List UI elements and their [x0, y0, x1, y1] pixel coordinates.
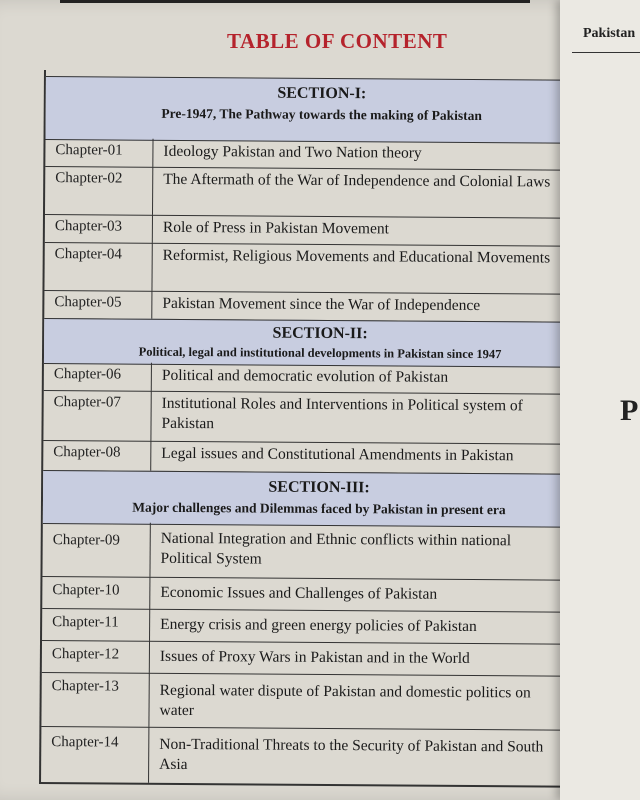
section-subtitle: Major challenges and Dilemmas faced by Pakistan in present era: [132, 499, 506, 518]
toc-row[interactable]: [41, 672, 593, 731]
section-subtitle: Political, legal and institutional developments in Pakistan since 1947: [138, 344, 502, 362]
section-header-2: [44, 318, 596, 368]
chapter-title: Role of Press in Pakistan Movement: [162, 218, 389, 238]
adjacent-page-letter: P: [620, 394, 639, 427]
chapter-title: National Integration and Ethnic conflicts within national Political System: [160, 529, 512, 568]
chapter-title: Regional water dispute of Pakistan and domestic politics on water: [159, 681, 531, 720]
toc-table: [39, 70, 600, 788]
page-title: TABLE OF CONTENT: [227, 29, 448, 53]
chapter-title: Ideology Pakistan and Two Nation theory: [163, 142, 422, 162]
toc-row[interactable]: [45, 166, 597, 219]
chapter-number: Chapter-05: [44, 290, 152, 319]
chapter-title: The Aftermath of the War of Independence and Colonial Laws: [163, 170, 551, 191]
chapter-number: Chapter-11: [42, 608, 150, 641]
chapter-title: Economic Issues and Challenges of Pakistan: [160, 583, 438, 603]
toc-row[interactable]: [41, 726, 593, 786]
section-heading: SECTION-I:: [277, 84, 367, 103]
adjacent-page-header: Pakistan: [583, 26, 636, 41]
toc-row[interactable]: [42, 576, 594, 613]
chapter-number: Chapter-01: [45, 138, 153, 167]
chapter-number: Chapter-03: [45, 214, 153, 243]
adjacent-page-rule: [572, 52, 640, 53]
toc-row[interactable]: [43, 390, 595, 445]
section-header-1: [46, 76, 598, 144]
chapter-number: Chapter-14: [41, 726, 149, 783]
section-heading: SECTION-II:: [272, 324, 368, 343]
chapter-title: Issues of Proxy Wars in Pakistan and in the World: [159, 647, 470, 667]
chapter-title: Pakistan Movement since the War of Independence: [162, 294, 481, 315]
toc-row[interactable]: [42, 640, 594, 677]
chapter-number: Chapter-02: [45, 166, 153, 215]
chapter-number: Chapter-07: [43, 390, 151, 441]
chapter-title: Legal issues and Constitutional Amendments in Pakistan: [161, 444, 514, 465]
toc-row[interactable]: [42, 608, 594, 645]
section-header-3: [43, 470, 595, 528]
chapter-title: Non-Traditional Threats to the Security of Pakistan and South Asia: [159, 735, 544, 774]
chapter-title: Political and democratic evolution of Pakistan: [161, 366, 449, 386]
top-rule: [60, 0, 530, 3]
chapter-title: Reformist, Religious Movements and Educational Movements: [162, 246, 551, 267]
chapter-number: Chapter-13: [41, 672, 149, 727]
chapter-number: Chapter-08: [43, 440, 151, 471]
chapter-number: Chapter-04: [44, 242, 152, 291]
section-subtitle: Pre-1947, The Pathway towards the making of Pakistan: [161, 105, 482, 124]
chapter-number: Chapter-10: [42, 576, 150, 609]
section-heading: SECTION-III:: [268, 478, 370, 497]
chapter-number: Chapter-09: [42, 522, 150, 577]
chapter-title: Energy crisis and green energy policies of Pakistan: [160, 615, 477, 636]
chapter-number: Chapter-06: [44, 362, 152, 391]
toc-row[interactable]: [44, 242, 596, 295]
chapter-title: Institutional Roles and Interventions in Political system of Pakistan: [161, 394, 523, 433]
toc-row[interactable]: [42, 522, 594, 581]
chapter-number: Chapter-12: [42, 640, 150, 673]
